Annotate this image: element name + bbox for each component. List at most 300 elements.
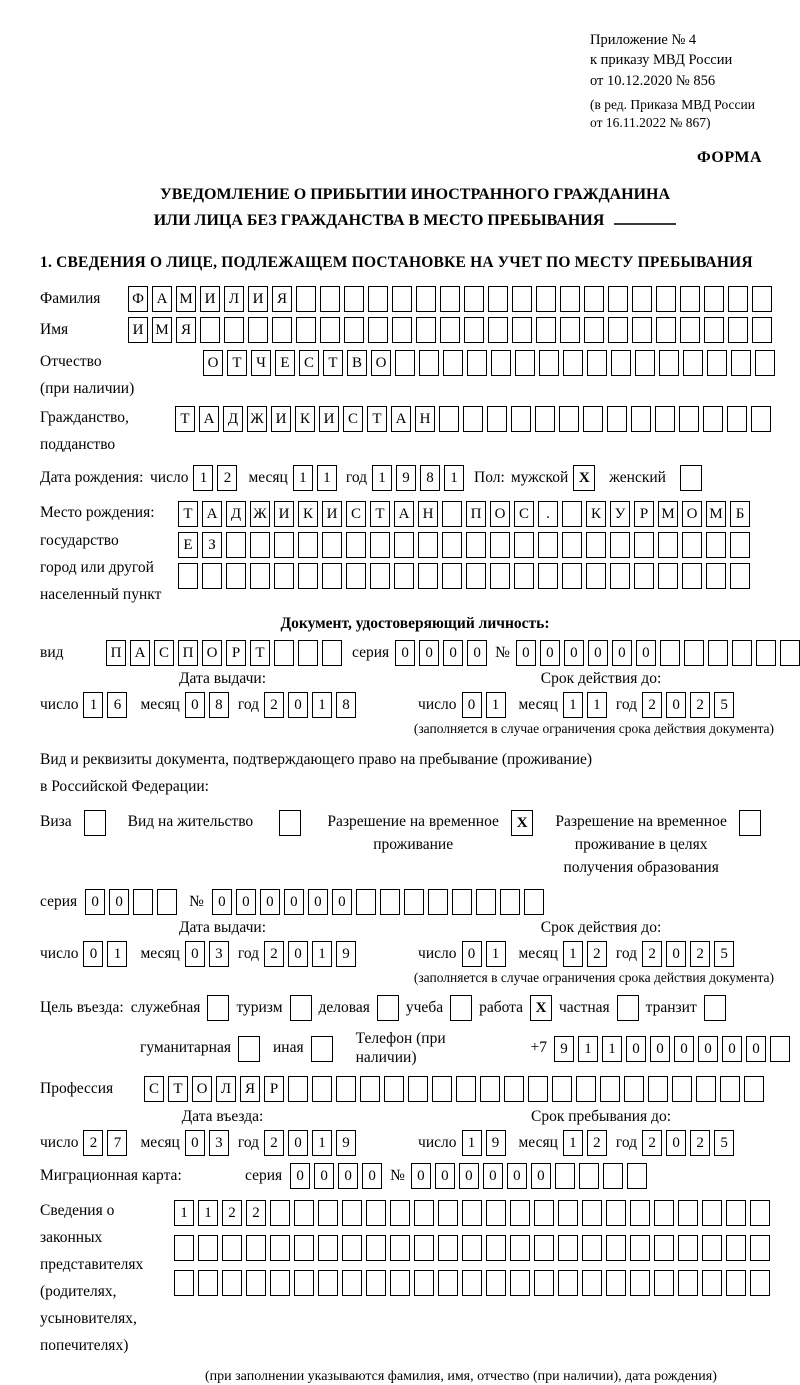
char-cell[interactable]: 2: [690, 941, 710, 967]
char-cell[interactable]: П: [466, 501, 486, 527]
char-cell[interactable]: [504, 1076, 524, 1102]
char-cell[interactable]: [680, 317, 700, 343]
char-cell[interactable]: [356, 889, 376, 915]
char-cell[interactable]: [535, 406, 555, 432]
char-cell[interactable]: [222, 1235, 242, 1261]
char-cell[interactable]: [586, 563, 606, 589]
char-cell[interactable]: [558, 1235, 578, 1261]
char-cell[interactable]: [704, 317, 724, 343]
char-cell[interactable]: [558, 1200, 578, 1226]
char-cell[interactable]: [246, 1235, 266, 1261]
char-cell[interactable]: [442, 532, 462, 558]
char-cell[interactable]: [534, 1270, 554, 1296]
char-cell[interactable]: [250, 532, 270, 558]
char-cell[interactable]: Л: [216, 1076, 236, 1102]
char-cell[interactable]: [708, 640, 728, 666]
char-cell[interactable]: 1: [312, 941, 332, 967]
char-cell[interactable]: [438, 1270, 458, 1296]
char-cell[interactable]: И: [319, 406, 339, 432]
char-cell[interactable]: 1: [312, 692, 332, 718]
char-cell[interactable]: [750, 1235, 770, 1261]
char-cell[interactable]: [731, 350, 751, 376]
char-cell[interactable]: [414, 1270, 434, 1296]
char-cell[interactable]: [510, 1270, 530, 1296]
char-cell[interactable]: И: [322, 501, 342, 527]
char-cell[interactable]: [440, 286, 460, 312]
char-cell[interactable]: [360, 1076, 380, 1102]
char-cell[interactable]: 5: [714, 1130, 734, 1156]
char-cell[interactable]: [606, 1235, 626, 1261]
char-cell[interactable]: 1: [372, 465, 392, 491]
char-cell[interactable]: [732, 640, 752, 666]
char-cell[interactable]: [224, 317, 244, 343]
char-cell[interactable]: [680, 286, 700, 312]
char-cell[interactable]: [524, 889, 544, 915]
sex-female-checkbox[interactable]: [680, 465, 702, 491]
char-cell[interactable]: [442, 563, 462, 589]
char-cell[interactable]: [486, 1235, 506, 1261]
char-cell[interactable]: Т: [168, 1076, 188, 1102]
purpose-tourism-checkbox[interactable]: [290, 995, 312, 1021]
char-cell[interactable]: [462, 1235, 482, 1261]
char-cell[interactable]: [390, 1270, 410, 1296]
char-cell[interactable]: [654, 1200, 674, 1226]
char-cell[interactable]: 2: [217, 465, 237, 491]
char-cell[interactable]: [298, 563, 318, 589]
char-cell[interactable]: 0: [666, 692, 686, 718]
char-cell[interactable]: [726, 1235, 746, 1261]
char-cell[interactable]: [370, 563, 390, 589]
char-cell[interactable]: П: [106, 640, 126, 666]
char-cell[interactable]: [728, 317, 748, 343]
char-cell[interactable]: [755, 350, 775, 376]
char-cell[interactable]: О: [371, 350, 391, 376]
char-cell[interactable]: 1: [293, 465, 313, 491]
char-cell[interactable]: [294, 1270, 314, 1296]
char-cell[interactable]: 0: [288, 692, 308, 718]
char-cell[interactable]: [390, 1235, 410, 1261]
char-cell[interactable]: [562, 563, 582, 589]
char-cell[interactable]: [392, 317, 412, 343]
char-cell[interactable]: [462, 1200, 482, 1226]
char-cell[interactable]: [631, 406, 651, 432]
char-cell[interactable]: [250, 563, 270, 589]
char-cell[interactable]: [510, 1235, 530, 1261]
char-cell[interactable]: К: [298, 501, 318, 527]
char-cell[interactable]: П: [178, 640, 198, 666]
char-cell[interactable]: [438, 1200, 458, 1226]
char-cell[interactable]: [394, 532, 414, 558]
char-cell[interactable]: [342, 1200, 362, 1226]
char-cell[interactable]: [486, 1200, 506, 1226]
char-cell[interactable]: [198, 1270, 218, 1296]
char-cell[interactable]: [322, 532, 342, 558]
char-cell[interactable]: [632, 317, 652, 343]
purpose-other-checkbox[interactable]: [311, 1036, 333, 1062]
char-cell[interactable]: [534, 1235, 554, 1261]
char-cell[interactable]: К: [295, 406, 315, 432]
char-cell[interactable]: 8: [336, 692, 356, 718]
char-cell[interactable]: 0: [564, 640, 584, 666]
char-cell[interactable]: [752, 286, 772, 312]
char-cell[interactable]: [560, 286, 580, 312]
char-cell[interactable]: 0: [288, 1130, 308, 1156]
char-cell[interactable]: [512, 317, 532, 343]
char-cell[interactable]: [750, 1270, 770, 1296]
char-cell[interactable]: [464, 286, 484, 312]
char-cell[interactable]: [635, 350, 655, 376]
char-cell[interactable]: 0: [185, 692, 205, 718]
char-cell[interactable]: [198, 1235, 218, 1261]
char-cell[interactable]: Д: [226, 501, 246, 527]
char-cell[interactable]: [414, 1235, 434, 1261]
char-cell[interactable]: 2: [642, 941, 662, 967]
char-cell[interactable]: [576, 1076, 596, 1102]
char-cell[interactable]: М: [176, 286, 196, 312]
char-cell[interactable]: [490, 563, 510, 589]
char-cell[interactable]: 1: [563, 1130, 583, 1156]
char-cell[interactable]: 1: [486, 941, 506, 967]
char-cell[interactable]: [443, 350, 463, 376]
char-cell[interactable]: [726, 1200, 746, 1226]
char-cell[interactable]: Т: [175, 406, 195, 432]
char-cell[interactable]: [780, 640, 800, 666]
char-cell[interactable]: [312, 1076, 332, 1102]
char-cell[interactable]: 5: [714, 692, 734, 718]
option-residence-permit-checkbox[interactable]: [279, 810, 301, 836]
char-cell[interactable]: [200, 317, 220, 343]
char-cell[interactable]: Б: [730, 501, 750, 527]
char-cell[interactable]: 1: [563, 941, 583, 967]
char-cell[interactable]: [274, 640, 294, 666]
char-cell[interactable]: [630, 1200, 650, 1226]
char-cell[interactable]: 0: [666, 941, 686, 967]
char-cell[interactable]: [320, 317, 340, 343]
char-cell[interactable]: Т: [367, 406, 387, 432]
char-cell[interactable]: [610, 563, 630, 589]
char-cell[interactable]: [703, 406, 723, 432]
char-cell[interactable]: 0: [516, 640, 536, 666]
char-cell[interactable]: 1: [578, 1036, 598, 1062]
char-cell[interactable]: [318, 1235, 338, 1261]
char-cell[interactable]: 0: [483, 1163, 503, 1189]
char-cell[interactable]: 0: [507, 1163, 527, 1189]
char-cell[interactable]: 0: [308, 889, 328, 915]
char-cell[interactable]: [490, 532, 510, 558]
char-cell[interactable]: О: [682, 501, 702, 527]
char-cell[interactable]: [368, 317, 388, 343]
char-cell[interactable]: [320, 286, 340, 312]
char-cell[interactable]: [678, 1200, 698, 1226]
char-cell[interactable]: [366, 1270, 386, 1296]
char-cell[interactable]: [656, 317, 676, 343]
char-cell[interactable]: Л: [224, 286, 244, 312]
char-cell[interactable]: [322, 563, 342, 589]
char-cell[interactable]: [344, 317, 364, 343]
sex-male-checkbox[interactable]: X: [573, 465, 595, 491]
char-cell[interactable]: 0: [588, 640, 608, 666]
char-cell[interactable]: [770, 1036, 790, 1062]
purpose-official-checkbox[interactable]: [207, 995, 229, 1021]
char-cell[interactable]: 0: [290, 1163, 310, 1189]
char-cell[interactable]: [655, 406, 675, 432]
char-cell[interactable]: [538, 563, 558, 589]
char-cell[interactable]: [174, 1235, 194, 1261]
char-cell[interactable]: [416, 317, 436, 343]
char-cell[interactable]: [756, 640, 776, 666]
char-cell[interactable]: Я: [240, 1076, 260, 1102]
char-cell[interactable]: 0: [85, 889, 105, 915]
char-cell[interactable]: [704, 286, 724, 312]
char-cell[interactable]: 0: [467, 640, 487, 666]
char-cell[interactable]: [648, 1076, 668, 1102]
char-cell[interactable]: Т: [370, 501, 390, 527]
char-cell[interactable]: [624, 1076, 644, 1102]
char-cell[interactable]: 9: [336, 1130, 356, 1156]
char-cell[interactable]: 0: [288, 941, 308, 967]
char-cell[interactable]: И: [274, 501, 294, 527]
char-cell[interactable]: [584, 286, 604, 312]
char-cell[interactable]: 0: [722, 1036, 742, 1062]
char-cell[interactable]: 1: [486, 692, 506, 718]
char-cell[interactable]: [294, 1200, 314, 1226]
char-cell[interactable]: А: [130, 640, 150, 666]
char-cell[interactable]: [562, 532, 582, 558]
char-cell[interactable]: [178, 563, 198, 589]
char-cell[interactable]: И: [248, 286, 268, 312]
char-cell[interactable]: [202, 563, 222, 589]
char-cell[interactable]: [298, 532, 318, 558]
char-cell[interactable]: М: [658, 501, 678, 527]
char-cell[interactable]: [654, 1270, 674, 1296]
char-cell[interactable]: [419, 350, 439, 376]
char-cell[interactable]: [751, 406, 771, 432]
option-temp-residence-education-checkbox[interactable]: [739, 810, 761, 836]
char-cell[interactable]: О: [203, 350, 223, 376]
char-cell[interactable]: 0: [362, 1163, 382, 1189]
char-cell[interactable]: 1: [107, 941, 127, 967]
char-cell[interactable]: [726, 1270, 746, 1296]
char-cell[interactable]: 0: [185, 1130, 205, 1156]
char-cell[interactable]: 0: [338, 1163, 358, 1189]
char-cell[interactable]: А: [394, 501, 414, 527]
char-cell[interactable]: [586, 532, 606, 558]
char-cell[interactable]: 0: [260, 889, 280, 915]
char-cell[interactable]: [368, 286, 388, 312]
char-cell[interactable]: [627, 1163, 647, 1189]
char-cell[interactable]: [634, 532, 654, 558]
char-cell[interactable]: Ф: [128, 286, 148, 312]
char-cell[interactable]: [658, 563, 678, 589]
char-cell[interactable]: 9: [554, 1036, 574, 1062]
char-cell[interactable]: 2: [642, 1130, 662, 1156]
char-cell[interactable]: [366, 1200, 386, 1226]
char-cell[interactable]: [563, 350, 583, 376]
char-cell[interactable]: 0: [443, 640, 463, 666]
char-cell[interactable]: [246, 1270, 266, 1296]
char-cell[interactable]: [438, 1235, 458, 1261]
char-cell[interactable]: [414, 1200, 434, 1226]
char-cell[interactable]: [656, 286, 676, 312]
purpose-study-checkbox[interactable]: [450, 995, 472, 1021]
char-cell[interactable]: А: [391, 406, 411, 432]
char-cell[interactable]: [418, 563, 438, 589]
char-cell[interactable]: [500, 889, 520, 915]
char-cell[interactable]: [491, 350, 511, 376]
char-cell[interactable]: Т: [227, 350, 247, 376]
char-cell[interactable]: [558, 1270, 578, 1296]
char-cell[interactable]: [272, 317, 292, 343]
char-cell[interactable]: 1: [174, 1200, 194, 1226]
char-cell[interactable]: М: [152, 317, 172, 343]
char-cell[interactable]: [510, 1200, 530, 1226]
char-cell[interactable]: 0: [83, 941, 103, 967]
char-cell[interactable]: [560, 317, 580, 343]
char-cell[interactable]: 1: [462, 1130, 482, 1156]
char-cell[interactable]: [288, 1076, 308, 1102]
char-cell[interactable]: 0: [612, 640, 632, 666]
char-cell[interactable]: 2: [264, 941, 284, 967]
char-cell[interactable]: С: [154, 640, 174, 666]
char-cell[interactable]: [440, 317, 460, 343]
char-cell[interactable]: [682, 563, 702, 589]
char-cell[interactable]: [467, 350, 487, 376]
char-cell[interactable]: [296, 317, 316, 343]
char-cell[interactable]: [344, 286, 364, 312]
char-cell[interactable]: [706, 532, 726, 558]
char-cell[interactable]: [515, 350, 535, 376]
char-cell[interactable]: [702, 1200, 722, 1226]
char-cell[interactable]: [630, 1235, 650, 1261]
char-cell[interactable]: [582, 1200, 602, 1226]
char-cell[interactable]: [370, 532, 390, 558]
char-cell[interactable]: Ч: [251, 350, 271, 376]
char-cell[interactable]: [174, 1270, 194, 1296]
char-cell[interactable]: О: [202, 640, 222, 666]
char-cell[interactable]: [380, 889, 400, 915]
char-cell[interactable]: 1: [602, 1036, 622, 1062]
char-cell[interactable]: [390, 1200, 410, 1226]
char-cell[interactable]: 1: [193, 465, 213, 491]
char-cell[interactable]: Т: [250, 640, 270, 666]
char-cell[interactable]: 2: [587, 941, 607, 967]
char-cell[interactable]: [684, 640, 704, 666]
char-cell[interactable]: [294, 1235, 314, 1261]
char-cell[interactable]: [706, 563, 726, 589]
char-cell[interactable]: [679, 406, 699, 432]
char-cell[interactable]: [582, 1235, 602, 1261]
char-cell[interactable]: [298, 640, 318, 666]
char-cell[interactable]: 0: [746, 1036, 766, 1062]
char-cell[interactable]: [678, 1270, 698, 1296]
char-cell[interactable]: 0: [185, 941, 205, 967]
char-cell[interactable]: [248, 317, 268, 343]
purpose-private-checkbox[interactable]: [617, 995, 639, 1021]
char-cell[interactable]: [394, 563, 414, 589]
char-cell[interactable]: 0: [674, 1036, 694, 1062]
char-cell[interactable]: [610, 532, 630, 558]
char-cell[interactable]: [322, 640, 342, 666]
char-cell[interactable]: [511, 406, 531, 432]
char-cell[interactable]: [728, 286, 748, 312]
char-cell[interactable]: 0: [236, 889, 256, 915]
char-cell[interactable]: 0: [666, 1130, 686, 1156]
char-cell[interactable]: Е: [275, 350, 295, 376]
char-cell[interactable]: [583, 406, 603, 432]
char-cell[interactable]: 1: [444, 465, 464, 491]
char-cell[interactable]: С: [299, 350, 319, 376]
char-cell[interactable]: [476, 889, 496, 915]
char-cell[interactable]: С: [343, 406, 363, 432]
char-cell[interactable]: [672, 1076, 692, 1102]
char-cell[interactable]: [678, 1235, 698, 1261]
char-cell[interactable]: 2: [222, 1200, 242, 1226]
char-cell[interactable]: [634, 563, 654, 589]
char-cell[interactable]: .: [538, 501, 558, 527]
char-cell[interactable]: [346, 532, 366, 558]
char-cell[interactable]: [608, 317, 628, 343]
char-cell[interactable]: 0: [284, 889, 304, 915]
char-cell[interactable]: 1: [312, 1130, 332, 1156]
char-cell[interactable]: [404, 889, 424, 915]
char-cell[interactable]: [582, 1270, 602, 1296]
char-cell[interactable]: 0: [459, 1163, 479, 1189]
char-cell[interactable]: 2: [690, 692, 710, 718]
char-cell[interactable]: 2: [690, 1130, 710, 1156]
char-cell[interactable]: 0: [540, 640, 560, 666]
char-cell[interactable]: 8: [209, 692, 229, 718]
char-cell[interactable]: Ж: [250, 501, 270, 527]
char-cell[interactable]: [750, 1200, 770, 1226]
char-cell[interactable]: А: [199, 406, 219, 432]
char-cell[interactable]: [608, 286, 628, 312]
char-cell[interactable]: В: [347, 350, 367, 376]
char-cell[interactable]: 2: [83, 1130, 103, 1156]
char-cell[interactable]: [702, 1235, 722, 1261]
char-cell[interactable]: [579, 1163, 599, 1189]
char-cell[interactable]: Ж: [247, 406, 267, 432]
char-cell[interactable]: [418, 532, 438, 558]
char-cell[interactable]: 1: [563, 692, 583, 718]
char-cell[interactable]: [606, 1270, 626, 1296]
char-cell[interactable]: [512, 286, 532, 312]
char-cell[interactable]: [630, 1270, 650, 1296]
char-cell[interactable]: [562, 501, 582, 527]
char-cell[interactable]: О: [490, 501, 510, 527]
char-cell[interactable]: [682, 532, 702, 558]
char-cell[interactable]: [559, 406, 579, 432]
char-cell[interactable]: [486, 1270, 506, 1296]
char-cell[interactable]: 0: [626, 1036, 646, 1062]
char-cell[interactable]: [528, 1076, 548, 1102]
char-cell[interactable]: [336, 1076, 356, 1102]
char-cell[interactable]: [270, 1235, 290, 1261]
char-cell[interactable]: Д: [223, 406, 243, 432]
char-cell[interactable]: [480, 1076, 500, 1102]
char-cell[interactable]: [318, 1270, 338, 1296]
char-cell[interactable]: 0: [698, 1036, 718, 1062]
char-cell[interactable]: [456, 1076, 476, 1102]
char-cell[interactable]: Р: [226, 640, 246, 666]
char-cell[interactable]: 1: [587, 692, 607, 718]
char-cell[interactable]: [270, 1200, 290, 1226]
char-cell[interactable]: Т: [323, 350, 343, 376]
char-cell[interactable]: [702, 1270, 722, 1296]
char-cell[interactable]: [730, 532, 750, 558]
char-cell[interactable]: [654, 1235, 674, 1261]
char-cell[interactable]: [539, 350, 559, 376]
char-cell[interactable]: [659, 350, 679, 376]
